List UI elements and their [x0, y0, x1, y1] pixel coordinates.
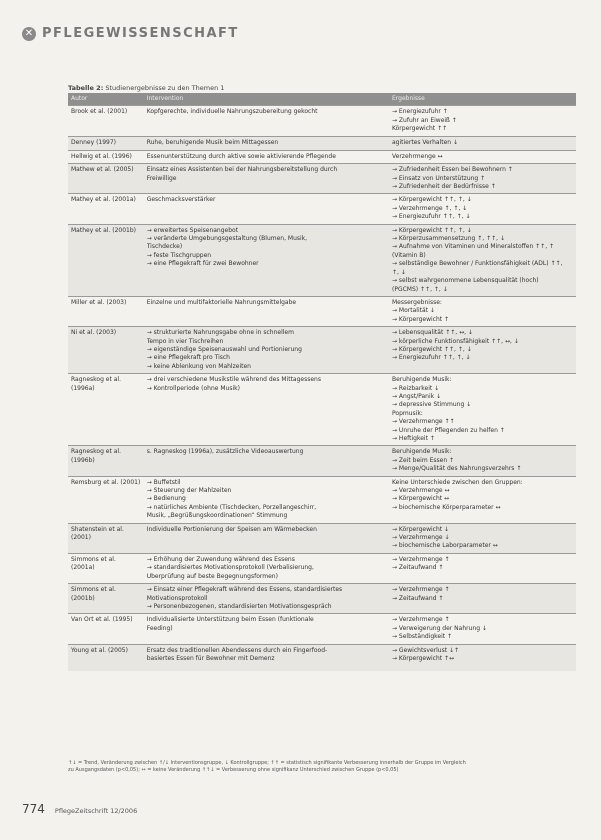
intervention-cell: [144, 584, 389, 614]
table-row: [68, 614, 576, 644]
intervention-cell: [144, 224, 389, 296]
cell-text-line: Körpergewicht ↑↑: [392, 125, 448, 133]
cell-text-line: → eine Pflegekraft für zwei Bewohner: [146, 260, 259, 268]
intervention-cell: [144, 446, 389, 476]
cell-text-line: ↑, ↓: [392, 268, 406, 276]
result-cell: [389, 553, 576, 583]
cell-text-line: → veränderte Umgebungsgestaltung (Blumen, Musik,: [146, 235, 308, 243]
cell-text-line: → Kontrollperiode (ohne Musik): [146, 384, 240, 392]
cell-text-line: (2001b): [71, 594, 95, 602]
cell-text-line: Ersatz des traditionellen Abendessens durch ein Fingerfood-: [146, 646, 328, 654]
cell-text-line: Hellwig et al. (1996): [71, 152, 132, 160]
author-cell: [68, 614, 144, 644]
cell-text-line: Essenunterstützung durch aktive sowie aktivierende Pflegende: [146, 152, 336, 160]
cell-text-line: → standardisiertes Motivationsprotokoll (Verbalisierung,: [146, 564, 314, 572]
table-footnote: [68, 760, 576, 774]
column-header-intervention: Intervention: [144, 93, 389, 106]
cell-text-line: Ragneskog et al.: [71, 448, 121, 456]
cell-text-line: → Verzehrmenge ↓: [392, 534, 450, 542]
cell-text-line: Einzelne und multifaktorielle Nahrungsmittelgabe: [146, 298, 297, 306]
result-cell: [389, 584, 576, 614]
result-cell: [389, 224, 576, 296]
cell-text-line: → biochemische Körperparameter ↔: [392, 503, 501, 511]
cell-text-line: Geschmacksverstärker: [146, 196, 216, 204]
cell-text-line: → Heftigkeit ↑: [392, 435, 435, 442]
cell-text-line: → Zufriedenheit Essen bei Bewohnern ↑: [392, 166, 513, 174]
table-caption-text: Studienergebnisse zu den Themen 1: [105, 84, 225, 92]
cell-text-line: Einsatz eines Assistenten bei der Nahrungsbereitstellung durch: [146, 166, 338, 174]
cell-text-line: → Energiezufuhr ↑↑, ↑, ↓: [392, 213, 471, 221]
result-cell: [389, 150, 576, 163]
cell-text-line: → Lebensqualität ↑↑, ↔, ↓: [392, 329, 473, 337]
result-cell: [389, 446, 576, 476]
cell-text-line: (2001a): [71, 564, 95, 572]
cell-text-line: Popmusik:: [392, 409, 423, 417]
cell-text-line: Denney (1997): [71, 139, 117, 147]
cell-text-line: (2001): [71, 534, 91, 542]
intervention-cell: [144, 137, 389, 150]
intervention-cell: [144, 614, 389, 644]
cell-text-line: Shatenstein et al.: [71, 525, 124, 533]
cell-text-line: → Aufnahme von Vitaminen und Mineralstoffen ↑↑, ↑: [392, 243, 555, 251]
cell-text-line: → drei verschiedene Musikstile während des Mittagessens: [146, 376, 321, 384]
intervention-cell: [144, 327, 389, 374]
cell-text-line: → Verzehrmenge ↑, ↑, ↓: [392, 204, 468, 212]
cell-text-line: → Zeit beim Essen ↑: [392, 456, 455, 464]
author-cell: [68, 296, 144, 326]
cell-text-line: Remsburg et al. (2001): [71, 478, 141, 486]
cell-text-line: (1996a): [71, 384, 95, 392]
cell-text-line: Van Ort et al. (1995): [71, 616, 133, 624]
cell-text-line: → Verweigerung der Nahrung ↓: [392, 624, 487, 632]
cell-text-line: → Verzehrmenge ↑: [392, 555, 450, 563]
cell-text-line: Messergebnisse:: [392, 298, 442, 306]
cell-text-line: Tempo in vier Tischreihen: [146, 337, 224, 345]
cell-text-line: → Einsatz einer Pflegekraft während des Essens, standardisiertes: [146, 586, 343, 594]
author-cell: [68, 553, 144, 583]
table-row: [68, 476, 576, 523]
result-cell: [389, 523, 576, 553]
table-row: [68, 224, 576, 296]
result-cell: [389, 644, 576, 671]
intervention-cell: [144, 164, 389, 194]
result-cell: [389, 296, 576, 326]
page-number: 774: [22, 802, 45, 816]
cell-text-line: → Einsatz von Unterstützung ↑: [392, 174, 486, 182]
author-cell: [68, 446, 144, 476]
intervention-cell: [144, 644, 389, 671]
cell-text-line: → Energiezufuhr ↑↑, ↑, ↓: [392, 354, 471, 362]
footnote-line: zu Ausgangsdaten (p<0,05); ↔ = keine Veränderung ↑↑↓ = Verbesserung ohne signifikanz Unterschied zwischen Gruppe (p<0,05): [68, 766, 399, 773]
results-table: [68, 93, 576, 671]
table-row: [68, 584, 576, 614]
table-caption: [68, 84, 224, 92]
section-title: PFLEGEWISSENSCHAFT: [42, 26, 239, 41]
cell-text-line: → selbständige Bewohner / Funktionsfähigkeit (ADL) ↑↑,: [392, 260, 563, 268]
table-body: [68, 106, 576, 671]
author-cell: [68, 194, 144, 224]
cell-text-line: → Selbständigkeit ↑: [392, 633, 453, 641]
table-row: [68, 106, 576, 137]
cell-text-line: → Körpergewicht ↑↑, ↑, ↓: [392, 345, 472, 353]
cell-text-line: Ruhe, beruhigende Musik beim Mittagessen: [146, 139, 279, 147]
table-header: [68, 93, 576, 106]
journal-name: PflegeZeitschrift 12/2006: [54, 807, 138, 815]
cell-text-line: → Bedienung: [146, 495, 186, 503]
author-cell: [68, 137, 144, 150]
cell-text-line: Mathey et al. (2001a): [71, 196, 136, 204]
cell-text-line: → keine Ablenkung von Mahlzeiten: [146, 362, 251, 370]
author-cell: [68, 523, 144, 553]
cell-text-line: → Verzehrmenge ↑: [392, 586, 450, 594]
cell-text-line: → Unruhe der Pflegenden zu helfen ↑: [392, 426, 505, 434]
cell-text-line: Tischdecke): [146, 243, 183, 251]
table-row: [68, 150, 576, 163]
cell-text-line: Individualisierte Unterstützung beim Essen (funktionale: [146, 616, 314, 624]
cell-text-line: → Körpergewicht ↑↑, ↑, ↓: [392, 196, 472, 204]
cell-text-line: → depressive Stimmung ↓: [392, 401, 472, 409]
cell-text-line: basiertes Essen für Bewohner mit Demenz: [146, 654, 275, 662]
cell-text-line: → Körpergewicht ↓: [392, 525, 450, 533]
cell-text-line: Young et al. (2005): [71, 646, 128, 654]
table-row: [68, 327, 576, 374]
cell-text-line: → Verzehrmenge ↑↑: [392, 418, 455, 426]
footnote-line: ↑↓ = Trend, Veränderung zwischen ↑/↓ Interventionsgruppe, ↓ Kontrollgruppe; ↑↑ = statistisch signifikante Verbesserung innerhalb der Gruppe im Vergleich: [68, 760, 466, 766]
cell-text-line: Beruhigende Musik:: [392, 376, 452, 384]
cell-text-line: → Personenbezogenen, standardisierten Motivationsgespräch: [146, 602, 332, 610]
cell-text-line: Brook et al. (2001): [71, 108, 128, 116]
table-row: [68, 194, 576, 224]
cell-text-line: → Angst/Panik ↓: [392, 392, 442, 400]
cell-text-line: Ragneskog et al.: [71, 376, 121, 384]
cell-text-line: → strukturierte Nahrungsgabe ohne in schnellem: [146, 329, 294, 337]
cell-text-line: Verzehrmenge ↔: [392, 152, 443, 160]
cell-text-line: → eigenständige Speisenauswahl und Portionierung: [146, 345, 302, 353]
cell-text-line: → Gewichtsverlust ↓↑: [392, 646, 460, 654]
cell-text-line: Mathew et al. (2005): [71, 166, 134, 174]
cell-text-line: → Reizbarkeit ↓: [392, 384, 440, 392]
cell-text-line: Feeding): [146, 624, 173, 632]
column-header-author: Autor: [68, 93, 144, 106]
cell-text-line: → Zufriedenheit der Bedürfnisse ↑: [392, 183, 496, 191]
cell-text-line: Simmons et al.: [71, 586, 116, 594]
author-cell: [68, 106, 144, 137]
intervention-cell: [144, 476, 389, 523]
cell-text-line: Keine Unterschiede zwischen den Gruppen:: [392, 478, 523, 486]
table-row: [68, 137, 576, 150]
table-row: [68, 446, 576, 476]
result-cell: [389, 614, 576, 644]
cell-text-line: → Körpergewicht ↑↔: [392, 654, 455, 662]
result-cell: [389, 137, 576, 150]
table-caption-label: Tabelle 2:: [68, 84, 104, 92]
cell-text-line: → Steuerung der Mahlzeiten: [146, 487, 232, 495]
x-circle-icon: ✕: [22, 27, 36, 41]
cell-text-line: (PGCMS) ↑↑, ↑, ↓: [392, 285, 448, 293]
author-cell: [68, 224, 144, 296]
cell-text-line: → eine Pflegekraft pro Tisch: [146, 354, 230, 362]
cell-text-line: Individuelle Portionierung der Speisen am Wärmebecken: [146, 525, 317, 533]
section-header: [22, 26, 239, 41]
cell-text-line: → Körpergewicht ↔: [392, 495, 450, 503]
cell-text-line: (Vitamin B): [392, 251, 426, 259]
cell-text-line: Simmons et al.: [71, 555, 116, 563]
cell-text-line: → Körperzusammensetzung ↑, ↑↑, ↓: [392, 235, 505, 243]
cell-text-line: → Mortalität ↓: [392, 307, 435, 315]
author-cell: [68, 164, 144, 194]
table-row: [68, 553, 576, 583]
result-cell: [389, 476, 576, 523]
cell-text-line: → Zeitaufwand ↑: [392, 594, 444, 602]
author-cell: [68, 150, 144, 163]
cell-text-line: Ni et al. (2003): [71, 329, 117, 337]
column-header-results: Ergebnisse: [389, 93, 576, 106]
intervention-cell: [144, 150, 389, 163]
cell-text-line: Überprüfung auf beste Begegnungsformen): [146, 572, 278, 580]
cell-text-line: → Buffetstil: [146, 478, 181, 486]
cell-text-line: → feste Tischgruppen: [146, 251, 212, 259]
intervention-cell: [144, 553, 389, 583]
table-row: [68, 523, 576, 553]
table-row: [68, 296, 576, 326]
cell-text-line: Mathey et al. (2001b): [71, 226, 137, 234]
intervention-cell: [144, 106, 389, 137]
cell-text-line: → natürliches Ambiente (Tischdecken, Porzellangeschirr,: [146, 503, 317, 511]
result-cell: [389, 327, 576, 374]
author-cell: [68, 584, 144, 614]
intervention-cell: [144, 194, 389, 224]
cell-text-line: → Verzehrmenge ↑: [392, 616, 450, 624]
cell-text-line: → Erhöhung der Zuwendung während des Essens: [146, 555, 295, 563]
intervention-cell: [144, 374, 389, 446]
result-cell: [389, 374, 576, 446]
cell-text-line: Motivationsprotokoll: [146, 594, 208, 602]
intervention-cell: [144, 296, 389, 326]
cell-text-line: → Verzehrmenge ↔: [392, 487, 450, 495]
author-cell: [68, 374, 144, 446]
cell-text-line: Miller et al. (2003): [71, 298, 127, 306]
cell-text-line: → selbst wahrgenommene Lebensqualität (hoch): [392, 277, 539, 285]
table-row: [68, 374, 576, 446]
author-cell: [68, 327, 144, 374]
result-cell: [389, 194, 576, 224]
cell-text-line: → Energiezufuhr ↑: [392, 108, 448, 116]
page-footer: [22, 802, 137, 816]
cell-text-line: → Zeitaufwand ↑: [392, 564, 444, 572]
author-cell: [68, 476, 144, 523]
author-cell: [68, 644, 144, 671]
cell-text-line: agitiertes Verhalten ↓: [392, 139, 459, 147]
cell-text-line: → Körpergewicht ↑: [392, 315, 450, 323]
cell-text-line: → körperliche Funktionsfähigkeit ↑↑, ↔, ↓: [392, 337, 519, 345]
results-table-wrapper: [68, 93, 576, 671]
cell-text-line: Beruhigende Musik:: [392, 448, 452, 456]
cell-text-line: (1996b): [71, 456, 95, 464]
cell-text-line: → erweitertes Speisenangebot: [146, 226, 239, 234]
cell-text-line: Musik, „Begrüßungskoordinationen“ Stimmung: [146, 512, 288, 520]
cell-text-line: s. Ragneskog (1996a), zusätzliche Videoauswertung: [146, 448, 304, 456]
cell-text-line: → biochemische Laborparameter ↔: [392, 542, 498, 550]
result-cell: [389, 106, 576, 137]
table-row: [68, 644, 576, 671]
cell-text-line: → Körpergewicht ↑↑, ↑, ↓: [392, 226, 472, 234]
cell-text-line: Kopfgerechte, individuelle Nahrungszubereitung gekocht: [146, 108, 318, 116]
cell-text-line: → Menge/Qualität des Nahrungsverzehrs ↑: [392, 465, 522, 473]
cell-text-line: → Zufuhr an Eiweiß ↑: [392, 116, 457, 124]
table-row: [68, 164, 576, 194]
result-cell: [389, 164, 576, 194]
intervention-cell: [144, 523, 389, 553]
table-header-row: [68, 93, 576, 106]
cell-text-line: Freiwillige: [146, 174, 177, 182]
